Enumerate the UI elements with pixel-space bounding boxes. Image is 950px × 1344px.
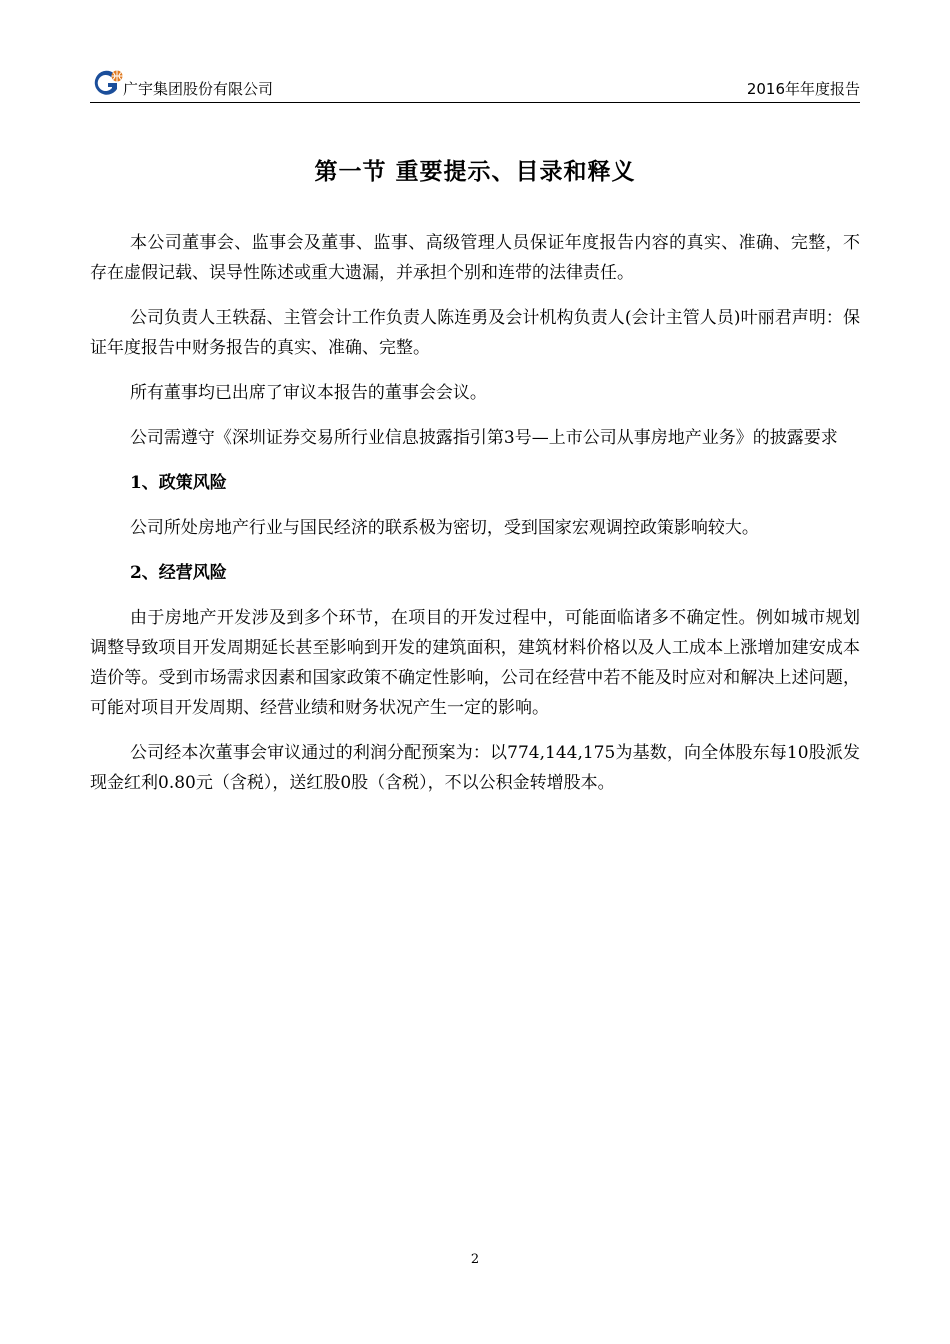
- paragraph-responsible-persons: 公司负责人王轶磊、主管会计工作负责人陈连勇及会计机构负责人(会计主管人员)叶丽君声明：保证年度报告中财务报告的真实、准确、完整。: [90, 308, 860, 358]
- paragraph-board-attendance: 所有董事均已出席了审议本报告的董事会会议。: [129, 383, 487, 403]
- company-name: 广宇集团股份有限公司: [123, 80, 274, 98]
- paragraph-disclosure-requirement: 公司需遵守《深圳证券交易所行业信息披露指引第3号—上市公司从事房地产业务》的披露要求: [129, 428, 838, 448]
- section-title: 第一节 重要提示、目录和释义: [314, 159, 636, 185]
- report-title: 2016年年度报告: [746, 80, 860, 98]
- header-divider: [90, 102, 860, 103]
- page-header: [90, 64, 860, 102]
- page-number: 2: [470, 1252, 480, 1267]
- heading-policy-risk: 1、政策风险: [129, 473, 227, 493]
- paragraph-operating-risk: 由于房地产开发涉及到多个环节，在项目的开发过程中，可能面临诸多不确定性。例如城市规划调整导致项目开发周期延长甚至影响到开发的建筑面积，建筑材料价格以及人工成本上涨增加建安成本造价等。受到市场需求因素和国家政策不确定性影响，公司在经营中若不能及时应对和解决上述问题，可能对项目开发周期、经营业绩和财务状况产生一定的影响。: [90, 608, 860, 718]
- document-body: [90, 228, 860, 813]
- heading-operating-risk: 2、经营风险: [129, 563, 227, 583]
- paragraph-profit-distribution: 公司经本次董事会审议通过的利润分配预案为：以774,144,175为基数，向全体股东每10股派发现金红利0.80元（含税），送红股0股（含税），不以公积金转增股本。: [90, 743, 860, 793]
- paragraph-board-guarantee: 本公司董事会、监事会及董事、监事、高级管理人员保证年度报告内容的真实、准确、完整，不存在虚假记载、误导性陈述或重大遗漏，并承担个别和连带的法律责任。: [90, 233, 860, 283]
- paragraph-policy-risk: 公司所处房地产行业与国民经济的联系极为密切，受到国家宏观调控政策影响较大。: [129, 518, 759, 538]
- guangyu-logo-icon: [93, 68, 123, 98]
